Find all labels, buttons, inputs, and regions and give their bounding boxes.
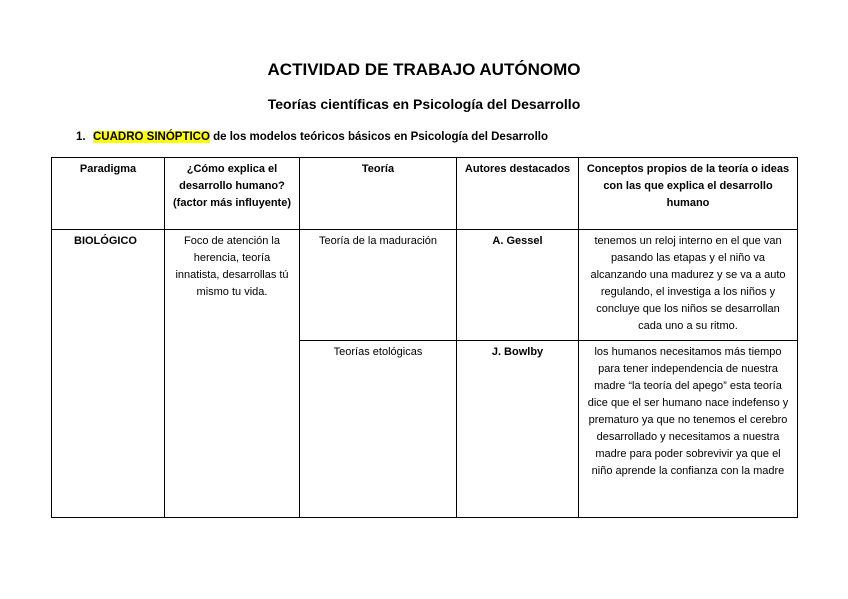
header-authors: Autores destacados <box>457 158 579 230</box>
concepts-cell: los humanos necesitamos más tiempo para tener independencia de nuestra madre “la teoría del apego” esta teoría dice que el ser humano nace indefenso y prematuro ya que no tenemos el cerebro desarrollado y necesitamos a nuestra madre para poder sobrevivir ya que el niño aprende la confianza con la madre <box>579 341 798 518</box>
highlighted-text: CUADRO SINÓPTICO <box>93 131 210 143</box>
author-cell: J. Bowlby <box>457 341 579 518</box>
header-theory: Teoría <box>300 158 457 230</box>
theory-cell: Teoría de la maduración <box>300 230 457 341</box>
theory-cell: Teorías etológicas <box>300 341 457 518</box>
document-subtitle: Teorías científicas en Psicología del Desarrollo <box>267 96 581 112</box>
item-text: de los modelos teóricos básicos en Psicología del Desarrollo <box>209 131 548 143</box>
explanation-cell: Foco de atención la herencia, teoría innatista, desarrollas tú mismo tu vida. <box>165 230 300 518</box>
header-paradigm: Paradigma <box>52 158 165 230</box>
synoptic-table <box>51 157 798 518</box>
header-concepts: Conceptos propios de la teoría o ideas con las que explica el desarrollo humano <box>579 158 798 230</box>
table-row <box>52 230 798 341</box>
header-explanation: ¿Cómo explica el desarrollo humano? (factor más influyente) <box>165 158 300 230</box>
author-cell: A. Gessel <box>457 230 579 341</box>
numbered-item <box>76 131 548 143</box>
table-header-row <box>52 158 798 230</box>
paradigm-cell: BIOLÓGICO <box>52 230 165 518</box>
item-number: 1. <box>76 131 86 143</box>
concepts-cell: tenemos un reloj interno en el que van pasando las etapas y el niño va alcanzando una madurez y se va a auto regulando, el investiga a los niños y concluye que los niños se desarrollan cada uno a su ritmo. <box>579 230 798 341</box>
document-title: ACTIVIDAD DE TRABAJO AUTÓNOMO <box>267 60 581 79</box>
